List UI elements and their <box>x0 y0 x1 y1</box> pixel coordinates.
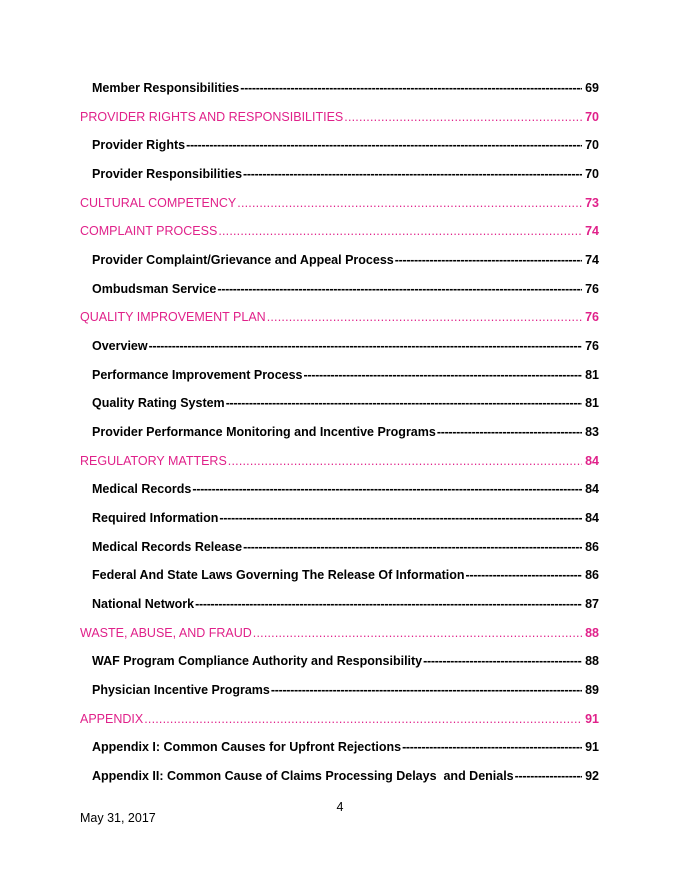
toc-entry[interactable] <box>92 252 599 268</box>
toc-entry-label: Provider Complaint/Grievance and Appeal Process <box>92 253 394 267</box>
toc-leader <box>402 739 582 755</box>
toc-leader <box>219 510 582 526</box>
toc-leader <box>271 682 582 698</box>
toc-entry-page: 70 <box>585 167 599 181</box>
toc-entry-label: PROVIDER RIGHTS AND RESPONSIBILITIES <box>80 110 344 124</box>
toc-entry-page: 74 <box>585 253 599 267</box>
toc-entry[interactable] <box>92 653 599 669</box>
toc-entry[interactable] <box>80 195 599 211</box>
toc-leader <box>243 539 582 555</box>
toc-entry-page: 92 <box>585 769 599 783</box>
toc-entry[interactable] <box>92 80 599 96</box>
toc-entry[interactable] <box>92 539 599 555</box>
toc-entry[interactable] <box>92 682 599 698</box>
toc-entry[interactable] <box>92 395 599 411</box>
toc-entry-label: Ombudsman Service <box>92 282 217 296</box>
toc-entry-page: 84 <box>585 482 599 496</box>
toc-leader <box>226 395 582 411</box>
toc-entry-label: Member Responsibilities <box>92 81 240 95</box>
toc-leader <box>304 367 583 383</box>
toc-entry[interactable] <box>92 596 599 612</box>
toc-entry[interactable] <box>92 367 599 383</box>
toc-leader <box>395 252 582 268</box>
toc-leader <box>228 453 582 469</box>
toc-entry-page: 91 <box>585 712 599 726</box>
toc-entry-page: 86 <box>585 540 599 554</box>
toc-entry-label: WAF Program Compliance Authority and Responsibility <box>92 654 423 668</box>
toc-entry[interactable] <box>92 424 599 440</box>
toc-leader <box>237 195 582 211</box>
toc-entry[interactable] <box>80 625 599 641</box>
toc-entry[interactable] <box>80 453 599 469</box>
toc-entry[interactable] <box>92 166 599 182</box>
toc-leader <box>240 80 582 96</box>
toc-entry-page: 76 <box>585 310 599 324</box>
toc-leader <box>144 711 582 727</box>
toc-entry-page: 81 <box>585 368 599 382</box>
toc-leader <box>267 309 582 325</box>
toc-entry-page: 84 <box>585 511 599 525</box>
toc-entry-page: 86 <box>585 568 599 582</box>
toc-entry-label: Provider Performance Monitoring and Incentive Programs <box>92 425 436 439</box>
toc-entry-label: Provider Responsibilities <box>92 167 243 181</box>
toc-entry-label: REGULATORY MATTERS <box>80 454 227 468</box>
toc-entry-page: 76 <box>585 339 599 353</box>
toc-entry-page: 76 <box>585 282 599 296</box>
toc-entry[interactable] <box>80 309 599 325</box>
toc-leader <box>253 625 582 641</box>
toc-entry-page: 74 <box>585 224 599 238</box>
toc-entry-page: 88 <box>585 626 599 640</box>
toc-entry-page: 70 <box>585 138 599 152</box>
toc-entry-page: 88 <box>585 654 599 668</box>
toc-entry-label: National Network <box>92 597 195 611</box>
toc-leader <box>186 137 582 153</box>
toc-leader <box>344 109 582 125</box>
toc-leader <box>466 567 583 583</box>
toc-entry-label: Quality Rating System <box>92 396 225 410</box>
toc-entry-page: 73 <box>585 196 599 210</box>
toc-entry-label: Medical Records Release <box>92 540 243 554</box>
toc-entry[interactable] <box>92 338 599 354</box>
toc-entry-page: 81 <box>585 396 599 410</box>
toc-entry[interactable] <box>92 137 599 153</box>
toc-leader <box>195 596 582 612</box>
toc-entry-label: Medical Records <box>92 482 192 496</box>
toc-entry[interactable] <box>80 711 599 727</box>
toc-entry-label: APPENDIX <box>80 712 144 726</box>
toc-entry-label: WASTE, ABUSE, AND FRAUD <box>80 626 252 640</box>
toc-entry[interactable] <box>92 739 599 755</box>
toc-entry[interactable] <box>92 768 599 784</box>
toc-entry-label: COMPLAINT PROCESS <box>80 224 218 238</box>
toc-entry-label: Appendix II: Common Cause of Claims Processing Delays and Denials <box>92 769 514 783</box>
toc-entry-page: 91 <box>585 740 599 754</box>
toc-entry-page: 83 <box>585 425 599 439</box>
toc-entry[interactable] <box>80 109 599 125</box>
toc-entry[interactable] <box>92 510 599 526</box>
toc-leader <box>515 768 582 784</box>
toc-entry-label: Required Information <box>92 511 219 525</box>
toc-entry-label: QUALITY IMPROVEMENT PLAN <box>80 310 266 324</box>
toc-entry-page: 84 <box>585 454 599 468</box>
toc-entry[interactable] <box>92 481 599 497</box>
toc-entry[interactable] <box>80 223 599 239</box>
toc-entry[interactable] <box>92 567 599 583</box>
toc-leader <box>217 281 582 297</box>
toc-entry[interactable] <box>92 281 599 297</box>
toc-entry-label: Appendix I: Common Causes for Upfront Rejections <box>92 740 402 754</box>
toc-leader <box>149 338 583 354</box>
toc-entry-label: Overview <box>92 339 148 353</box>
toc-entry-page: 69 <box>585 81 599 95</box>
toc-entry-label: Provider Rights <box>92 138 186 152</box>
page-number: 4 <box>336 800 344 814</box>
toc-entry-label: CULTURAL COMPETENCY <box>80 196 237 210</box>
toc-leader <box>437 424 582 440</box>
toc-entry-label: Performance Improvement Process <box>92 368 303 382</box>
toc-entry-page: 89 <box>585 683 599 697</box>
footer-date: May 31, 2017 <box>80 811 156 825</box>
toc-leader <box>218 223 582 239</box>
toc-entry-page: 87 <box>585 597 599 611</box>
toc-leader <box>192 481 582 497</box>
toc-leader <box>243 166 582 182</box>
toc-leader <box>423 653 582 669</box>
toc-entry-label: Federal And State Laws Governing The Release Of Information <box>92 568 465 582</box>
toc-entry-page: 70 <box>585 110 599 124</box>
toc-entry-label: Physician Incentive Programs <box>92 683 270 697</box>
